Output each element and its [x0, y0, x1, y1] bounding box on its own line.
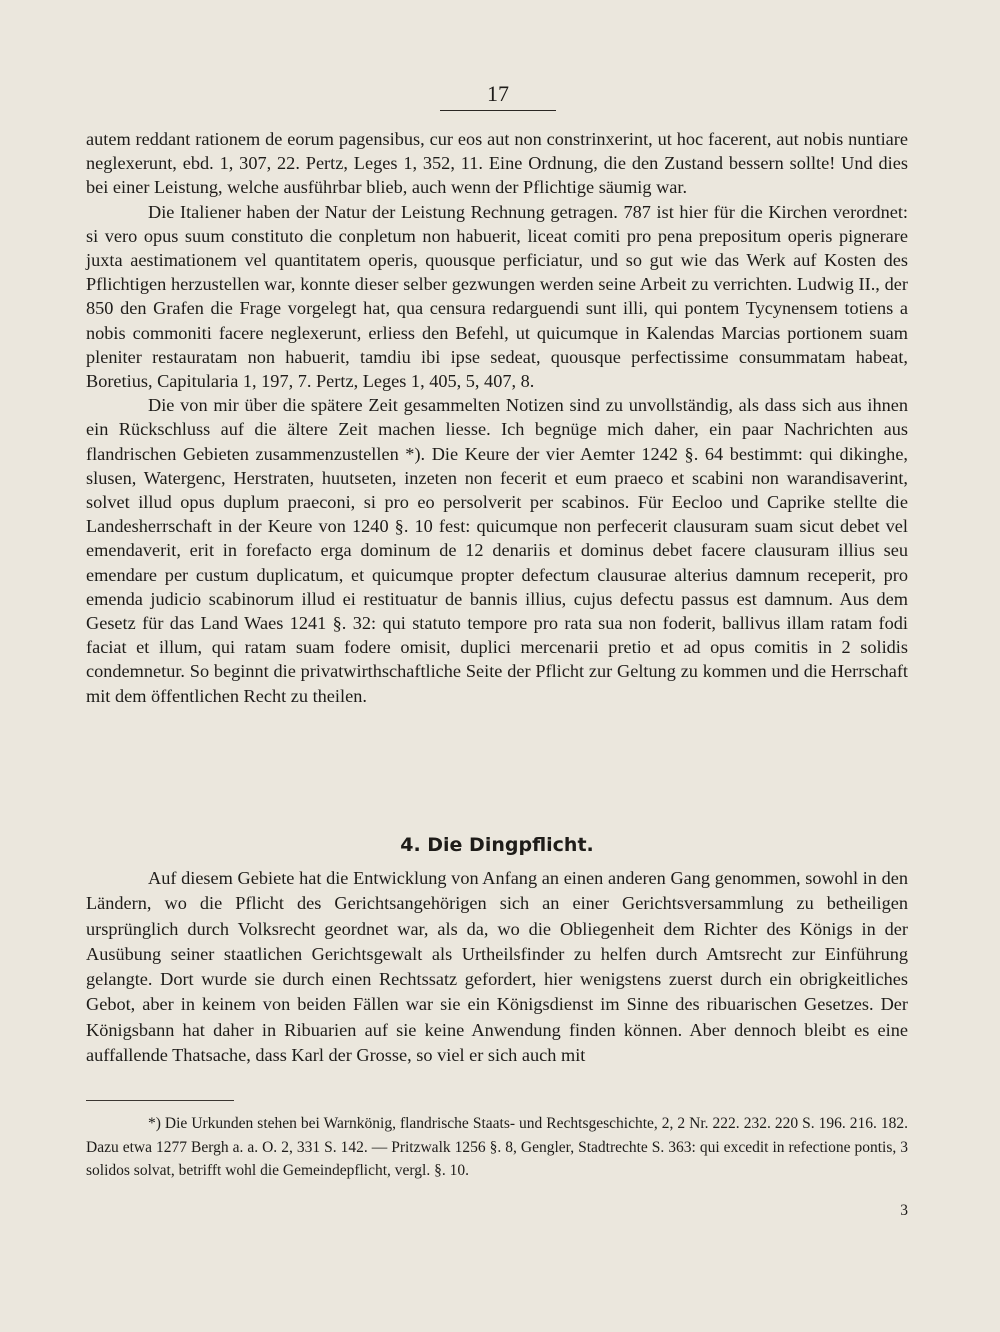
page-number: 17 [487, 81, 509, 106]
paragraph: Die von mir über die spätere Zeit gesammelten Notizen sind zu unvollständig, als dass sich aus ihnen ein Rückschluss auf die ältere Zeit machen liesse. Ich begnüge mich daher, ein paar Nachrichten aus flandrischen Gebieten zusammenzustellen *). Die Keure der vier Aemter 1242 §. 64 bestimmt: qui dikinghe, slusen, Watergenc, Herstraten, huutseten, inzeten non fecerit et eum praeco et scabini non warandisaverint, solvet illud opus duplum praeconi, si pro eo persolverit per scabinos. Für Eecloo und Caprike stellte die Landesherrschaft in der Keure von 1240 §. 10 fest: quicumque non perfecerit clausuram suam sicut debet vel emendaverit, erit in forefacto erga dominum de 12 denariis et dominus debet facere clausuram illius seu emendare per custum duplicatum, et quicumque propter defectum clausurae alterius damnum receperit, pro emenda judicio scabinorum illud ei restituatur de bannis illius, cujus defectu passus est damnum. Aus dem Gesetz für das Land Waes 1241 §. 32: qui statuto tempore pro rata sua non foderit, ballivus illam ratam fodi faciat et illum, qui ratam suam fodere omisit, duplici mercenarii pretio et ad opus comitis in 2 solidis condemnetur. So beginnt die privatwirthschaftliche Seite der Pflicht zur Geltung zu kommen und die Herrschaft mit dem öffentlichen Recht zu theilen. [86, 395, 908, 706]
footnote: *) Die Urkunden stehen bei Warnkönig, flandrische Staats- und Rechtsgeschichte, 2, 2 Nr. 222. 232. 220 S. 196. 216. 182. Dazu etwa 1277 Bergh a. a. O. 2, 331 S. 142. — Pritzwalk 1256 §. 8, Gengler, Stadtrechte S. 363: qui excedit in refectione pontis, 3 solidos solvat, betrifft wohl die Gemeindepflicht, vergl. §. 10. [86, 1115, 908, 1179]
header-rule [440, 110, 556, 111]
paragraph: Die Italiener haben der Natur der Leistung Rechnung getragen. 787 ist hier für die Kirchen verordnet: si vero opus suum constituto die conpletum non habuerit, liceat comiti pro pena prepositum operis pignerare juxta aestimationem vel quantitatem operis, quousque perficiatur, und so gut wie das Werk auf Kosten des Pflichtigen herzustellen war, konnte dieser selber gezwungen werden seine Arbeit zu verrichten. Ludwig II., der 850 den Grafen die Frage vorgelegt hat, qua censura redarguendi sunt illi, qui pontem Tycynensem totiens a nobis commoniti facere neglexerunt, erliess den Befehl, ut quicumque in Kalendas Marcias portionem suam pleniter restauratam non habuerit, tamdiu ibi ipse sedeat, quousque perfectissime consummatam habeat, Boretius, Capitularia 1, 197, 7. Pertz, Leges 1, 405, 5, 407, 8. [86, 201, 908, 392]
signature-mark: 3 [900, 1202, 908, 1219]
body-text-section-4 [86, 866, 908, 1068]
footnote-rule [86, 1100, 234, 1101]
section-heading: 4. Die Dingpflicht. [400, 834, 594, 856]
paragraph: Auf diesem Gebiete hat die Entwicklung von Anfang an einen anderen Gang genommen, sowohl in den Ländern, wo die Pflicht des Gerichtsangehörigen sich an einer Gerichtsversammlung zu betheiligen ursprünglich durch Volksrecht geordnet war, als da, wo die Obliegenheit dem Richter des Königs in der Ausübung seiner staatlichen Gerichtsgewalt als Urtheilsfinder zu helfen durch Amtsrecht zur Einführung gelangte. Dort wurde sie durch einen Rechtssatz gefordert, hier wenigstens zuerst durch ein obrigkeitliches Gebot, aber in keinem von beiden Fällen war sie ein Königsdienst im Sinne des ribuarischen Gesetzes. Der Königsbann hat daher in Ribuarien auf sie keine Anwendung finden können. Aber dennoch bleibt es eine auffallende Thatsache, dass Karl der Grosse, so viel er sich auch mit [86, 868, 908, 1066]
body-text-top [86, 127, 908, 708]
paragraph: autem reddant rationem de eorum pagensibus, cur eos aut non constrinxerint, ut hoc facerent, aut nobis nuntiare neglexerunt, ebd. 1, 307, 22. Pertz, Leges 1, 352, 11. Eine Ordnung, die den Zustand bessern sollte! Und dies bei einer Leistung, welche ausführbar blieb, auch wenn der Pflichtige säumig war. [86, 129, 908, 198]
